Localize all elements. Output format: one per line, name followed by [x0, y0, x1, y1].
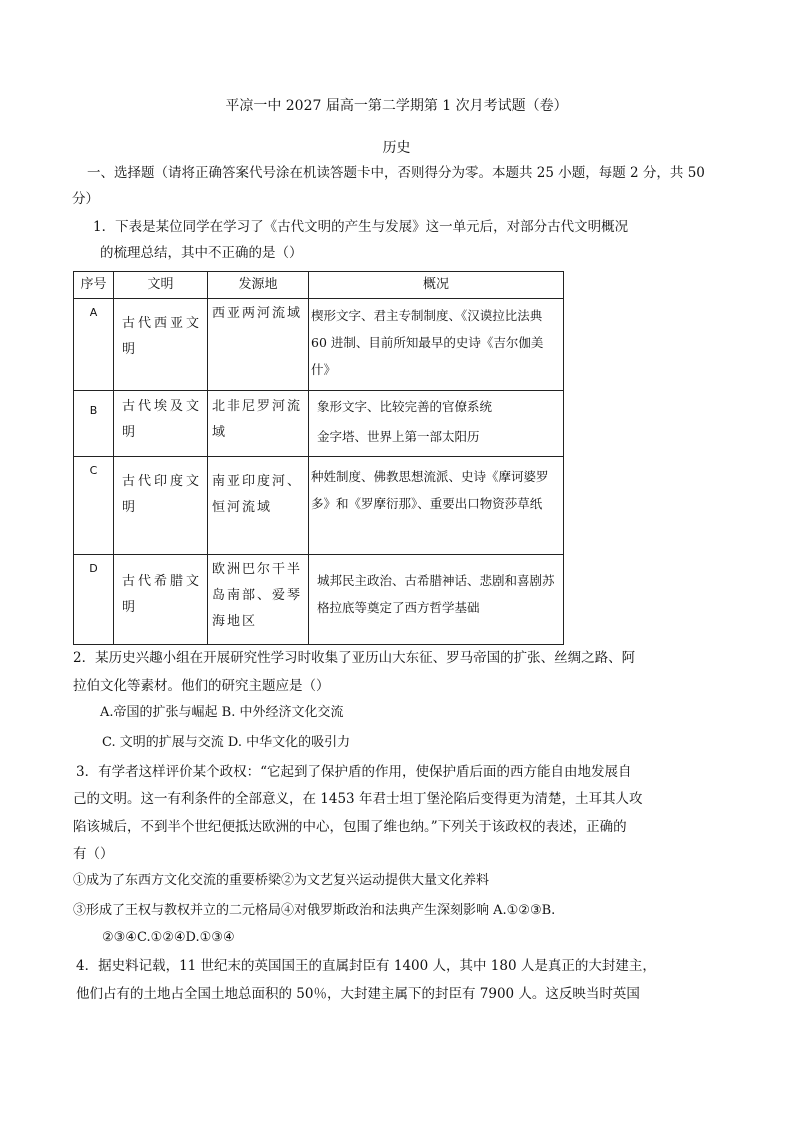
row-overview-line: 象形文字、比较完善的官僚系统	[317, 399, 493, 414]
row-origin: 欧洲巴尔干半岛南部、爱琴海地区	[208, 555, 309, 645]
question-3-items: ③形成了王权与教权并立的二元格局④对俄罗斯政治和法典产生深刻影响 A.①②③B.	[73, 903, 556, 918]
civilization-table	[73, 271, 564, 645]
question-4-stem: 4．据史料记载，11 世纪末的英国国王的直属封臣有 1400 人，其中 180 人是真正的大封建主，	[76, 958, 656, 974]
row-seq: B	[74, 391, 114, 457]
row-civilization: 古代埃及文明	[114, 391, 208, 457]
row-seq: C	[74, 457, 114, 555]
header-origin: 发源地	[208, 272, 309, 299]
row-civilization: 古代西亚文明	[114, 299, 208, 391]
question-3-stem: 3．有学者这样评价某个政权：“它起到了保护盾的作用，使保护盾后面的西方能自由地发展自	[76, 764, 632, 780]
row-overview: 楔形文字、君主专制制度、《汉谟拉比法典 60 进制、目前所知最早的史诗《吉尔伽美什》	[309, 299, 564, 391]
question-1-stem: 1．下表是某位同学在学习了《古代文明的产生与发展》这一单元后，对部分古代文明概况	[93, 219, 629, 235]
row-origin: 南亚印度河、恒河流域	[208, 457, 309, 555]
question-2-stem-cont: 拉伯文化等素材。他们的研究主题应是（）	[73, 678, 330, 694]
table-row	[74, 299, 564, 391]
row-seq: D	[74, 555, 114, 645]
header-overview: 概况	[309, 272, 564, 299]
question-3-stem-cont: 有（）	[73, 846, 114, 862]
row-origin: 西亚两河流域	[208, 299, 309, 391]
row-overview	[309, 391, 564, 457]
question-2-options-cd: C. 文明的扩展与交流 D. 中华文化的吸引力	[102, 735, 351, 750]
header-civilization: 文明	[114, 272, 208, 299]
section-instructions-cont: 分）	[72, 191, 99, 207]
table-row	[74, 391, 564, 457]
question-4-stem-cont: 他们占有的土地占全国土地总面积的 50％，大封建主属下的封臣有 7900 人。这反映当时英国	[76, 986, 640, 1002]
row-civilization: 古代希腊文明	[114, 555, 208, 645]
subject-heading: 历史	[382, 140, 411, 156]
row-overview: 种姓制度、佛教思想流派、史诗《摩诃婆罗多》和《罗摩衍那》、重要出口物资莎草纸	[309, 457, 564, 555]
row-origin: 北非尼罗河流域	[208, 391, 309, 457]
question-3-items: ①成为了东西方文化交流的重要桥梁②为文艺复兴运动提供大量文化养料	[73, 873, 490, 888]
section-instructions: 一、选择题（请将正确答案代号涂在机读答题卡中，否则得分为零。本题共 25 小题，每题 2 分，共 50	[87, 165, 705, 181]
table-row	[74, 555, 564, 645]
question-3-options: ②③④C.①②④D.①③④	[102, 930, 235, 945]
exam-title: 平凉一中 2027 届高一第二学期第 1 次月考试题（卷）	[225, 98, 568, 114]
row-overview-line: 金字塔、世界上第一部太阳历	[317, 429, 480, 444]
table-header-row	[74, 272, 564, 299]
header-seq: 序号	[74, 272, 114, 299]
question-3-stem-cont: 己的文明。这一有利条件的全部意义，在 1453 年君士坦丁堡沦陷后变得更为清楚，土耳其人攻	[73, 791, 643, 807]
table-row	[74, 457, 564, 555]
question-2-stem: 2．某历史兴趣小组在开展研究性学习时收集了亚历山大东征、罗马帝国的扩张、丝绸之路、阿	[73, 650, 636, 666]
question-1-stem-cont: 的梳理总结，其中不正确的是（）	[100, 245, 303, 261]
question-3-stem-cont: 陷该城后，不到半个世纪便抵达欧洲的中心，包围了维也纳。”下列关于该政权的表述，正确的	[73, 819, 627, 835]
row-overview: 城邦民主政治、古希腊神话、悲剧和喜剧苏格拉底等奠定了西方哲学基础	[309, 555, 564, 645]
row-seq: A	[74, 299, 114, 391]
row-civilization: 古代印度文明	[114, 457, 208, 555]
question-2-options-ab: A.帝国的扩张与崛起 B. 中外经济文化交流	[100, 705, 344, 720]
